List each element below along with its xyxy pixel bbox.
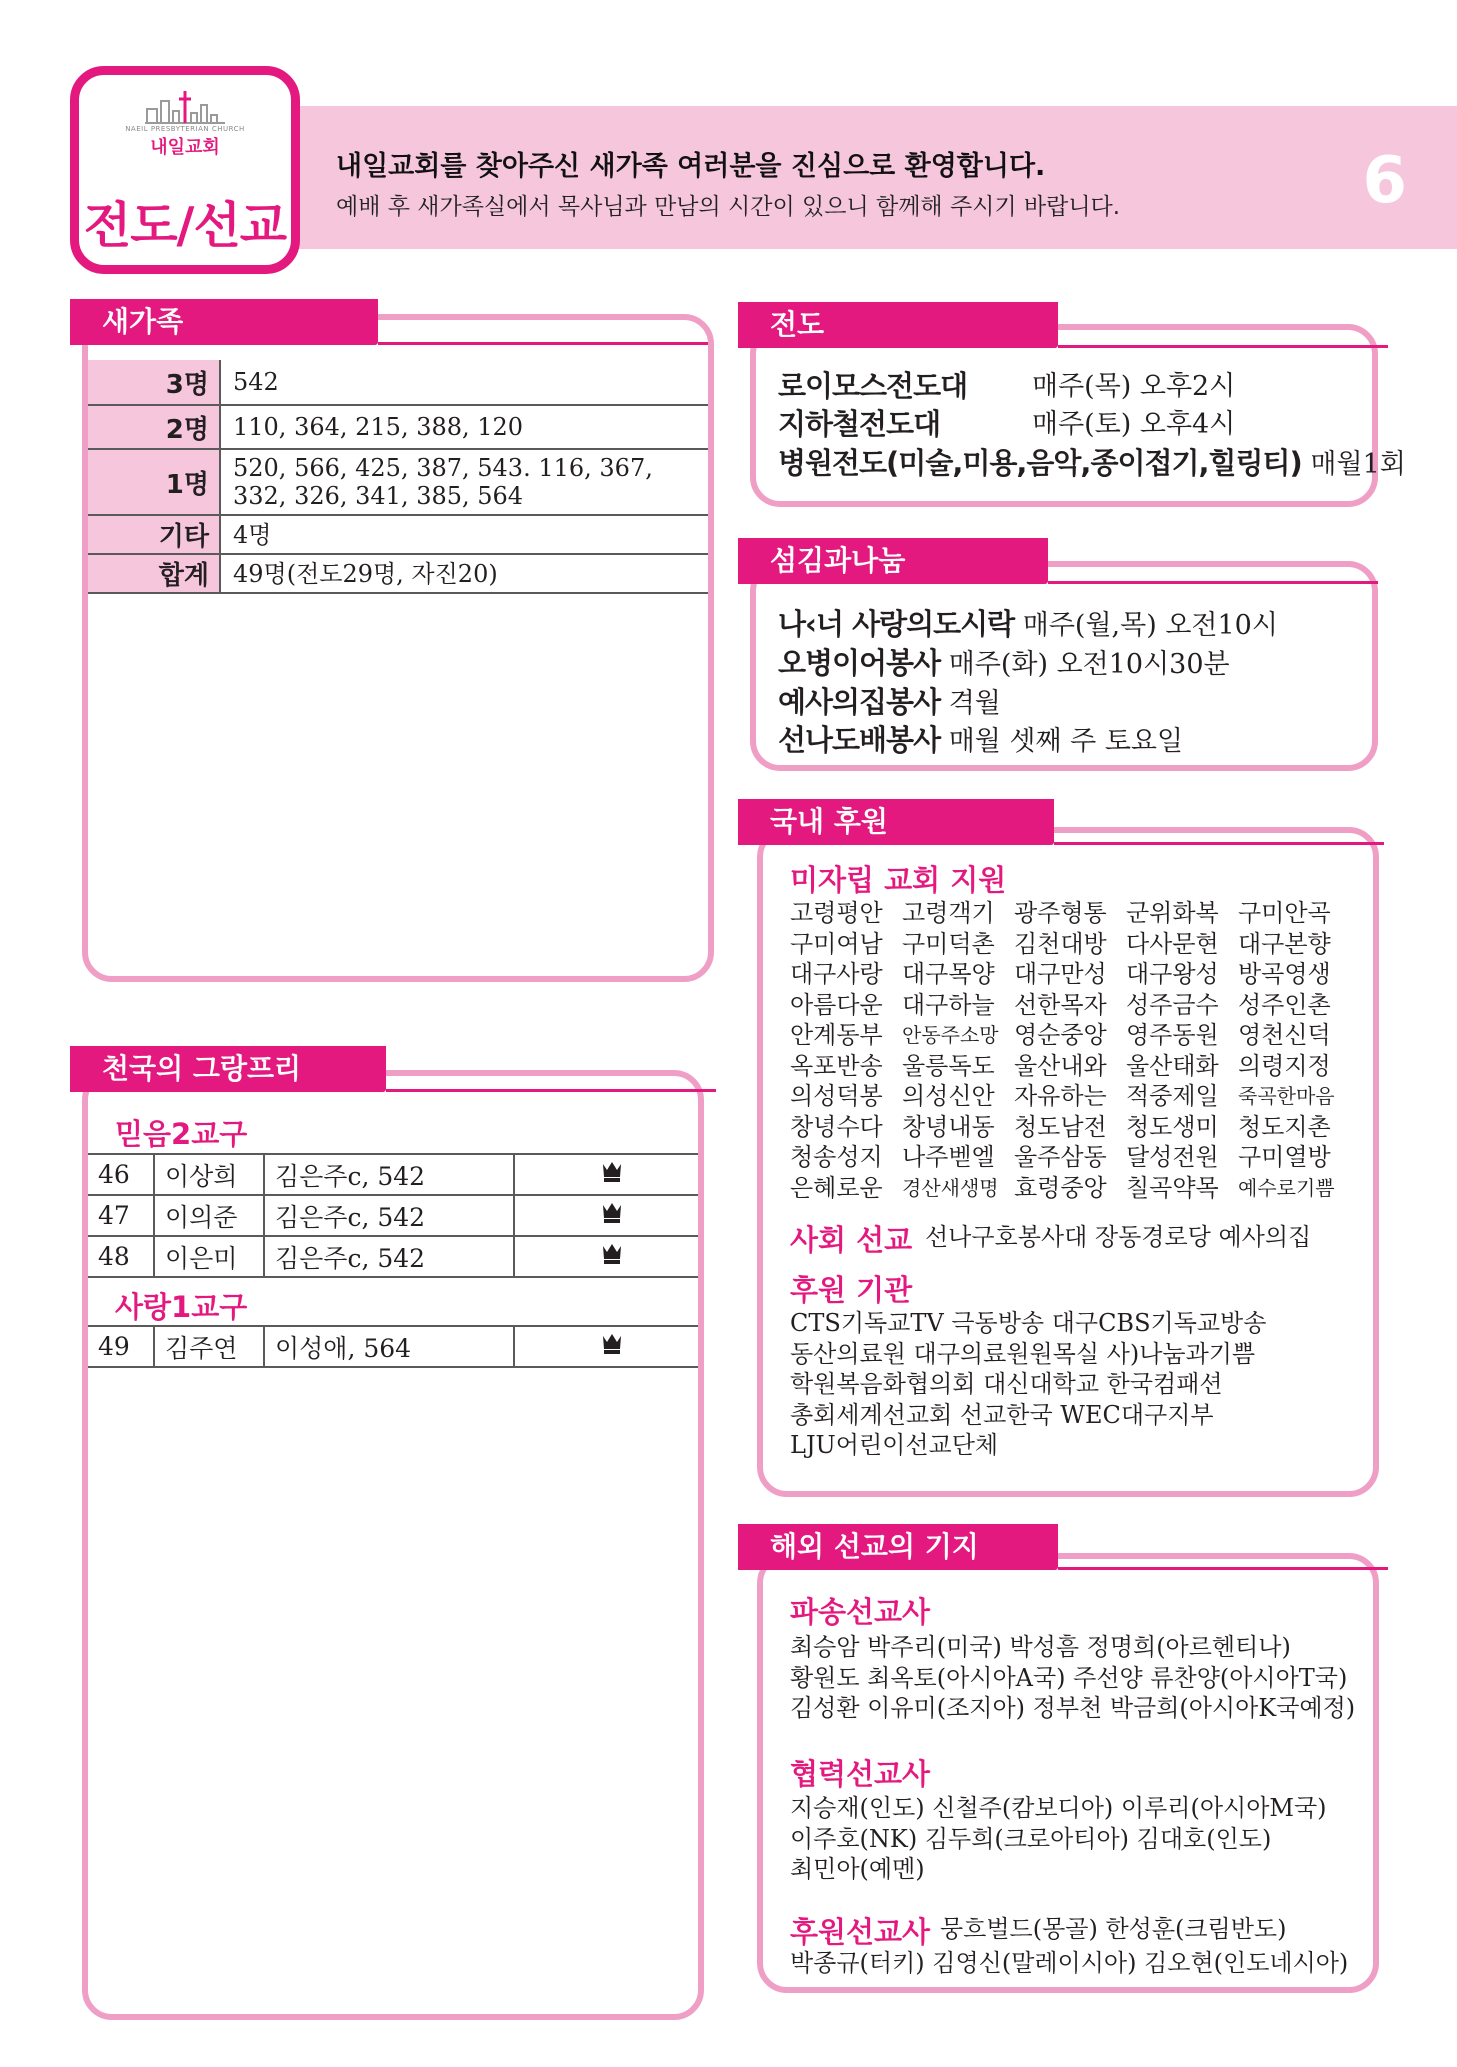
church-name: 구미안곡 [1238, 899, 1331, 927]
church-name: 선한목자 [1014, 990, 1107, 1019]
evangelism-item [778, 402, 940, 443]
table-row [88, 1195, 698, 1236]
item-time: 격월 [948, 688, 1001, 719]
crown-cell [514, 1326, 698, 1367]
row-label: 합계 [88, 554, 220, 593]
church-name: 고령평안 [790, 899, 883, 927]
church-name: 의성덕봉 [790, 1082, 883, 1110]
crown-icon [601, 1332, 623, 1356]
church-name: 대구본향 [1238, 929, 1331, 958]
church-name: 고령객기 [902, 899, 995, 927]
church-name: 안동주소망 [902, 1023, 999, 1047]
church-name: 다사문현 [1126, 929, 1219, 958]
church-support-title: 미자립 교회 지원 [790, 863, 1007, 897]
church-name: 의성신안 [902, 1082, 995, 1110]
church-name: 성주금수 [1126, 990, 1219, 1019]
crown-icon [601, 1242, 623, 1266]
row-value: 110, 364, 215, 388, 120 [220, 405, 708, 449]
church-name: 청송성지 [790, 1143, 883, 1171]
support-line: 뭉흐벌드(몽골) 한성훈(크림반도) [940, 1915, 1287, 1943]
overseas-tab: 해외 선교의 기지 [738, 1524, 1058, 1570]
grand-prix-tab: 천국의 그랑프리 [70, 1046, 386, 1092]
church-name: 구미여남 [790, 929, 883, 958]
entry-name: 이의준 [154, 1195, 264, 1236]
entry-name: 이은미 [154, 1236, 264, 1277]
church-name: 대구만성 [1014, 960, 1107, 988]
church-name: 방곡영생 [1238, 960, 1331, 988]
table-row [88, 449, 708, 515]
item-time: 매주(월,목) 오전10시 [1022, 610, 1278, 641]
church-name: 영주동원 [1126, 1021, 1219, 1049]
new-family-table [88, 360, 708, 594]
logo-box [70, 66, 300, 274]
church-skyline-icon [145, 89, 225, 125]
service-item [778, 680, 1001, 721]
row-label: 1명 [88, 449, 220, 515]
church-name: 울릉독도 [902, 1051, 995, 1080]
entry-name: 김주연 [154, 1326, 264, 1367]
church-name: 칠곡약목 [1126, 1173, 1219, 1202]
row-value: 542 [220, 360, 708, 405]
row-value: 4명 [220, 515, 708, 554]
service-item [778, 602, 1278, 643]
social-title: 사회 선교 [790, 1223, 913, 1257]
welcome-text: 내일교회를 찾아주신 새가족 여러분을 진심으로 환영합니다. [336, 151, 1046, 182]
item-name: 선나도배봉사 [778, 723, 941, 757]
org-line: 학원복음화협의회 대신대학교 한국컴패션 [790, 1370, 1223, 1398]
missionary-line: 이주호(NK) 김두희(크로아티아) 김대호(인도) [790, 1824, 1272, 1853]
entry-number: 49 [88, 1326, 154, 1367]
grand-prix-table-1 [88, 1153, 698, 1278]
church-name: 울산내와 [1014, 1051, 1107, 1080]
crown-cell [514, 1236, 698, 1277]
church-name: 구미덕촌 [902, 929, 995, 958]
table-row [88, 554, 708, 593]
evangelism-time: 매주(토) 오후4시 [1032, 409, 1236, 440]
new-family-tab: 새가족 [70, 299, 378, 345]
group-title: 믿음2교구 [115, 1117, 248, 1151]
church-name: 구미열방 [1238, 1143, 1331, 1171]
support-line: 박종규(터키) 김영신(말레이시아) 김오현(인도네시아) [790, 1949, 1349, 1977]
row-label: 기타 [88, 515, 220, 554]
evangelism-item [778, 364, 967, 405]
evangelism-tab: 전도 [738, 302, 1058, 348]
church-name: 은혜로운 [790, 1173, 883, 1202]
church-name: 죽곡한마음 [1238, 1084, 1335, 1108]
missionary-line: 최민아(예멘) [790, 1855, 925, 1883]
church-name: 대구목양 [902, 960, 995, 988]
sent-title: 파송선교사 [790, 1595, 931, 1629]
crown-cell [514, 1195, 698, 1236]
welcome-subtext: 예배 후 새가족실에서 목사님과 만남의 시간이 있으니 함께해 주시기 바랍니다. [336, 194, 1121, 220]
service-item [778, 641, 1230, 682]
org-title: 후원 기관 [790, 1273, 913, 1307]
church-name: 옥포반송 [790, 1051, 883, 1080]
entry-name: 이상희 [154, 1154, 264, 1195]
missionary-line: 김성환 이유미(조지아) 정부천 박금희(아시아K국예정) [790, 1694, 1356, 1722]
church-name: 청도남전 [1014, 1112, 1107, 1141]
entry-ref: 김은주c, 542 [264, 1154, 514, 1195]
row-value-cont: 332, 326, 341, 385, 564 [233, 482, 524, 510]
row-value: 520, 566, 425, 387, 543. 116, 367, [233, 454, 653, 482]
service-tab: 섬김과나눔 [738, 538, 1048, 584]
evangelism-item [778, 441, 1406, 482]
church-name: 성주인촌 [1238, 990, 1331, 1019]
grand-prix-table-2 [88, 1325, 698, 1368]
church-name: 군위화복 [1126, 899, 1219, 927]
org-line: 총회세계선교회 선교한국 WEC대구지부 [790, 1400, 1214, 1429]
church-name: 경산새생명 [902, 1175, 999, 1200]
logo-english: NAEIL PRESBYTERIAN CHURCH [125, 125, 245, 133]
table-row [88, 360, 708, 405]
table-row [88, 1154, 698, 1195]
missionary-line: 최승암 박주리(미국) 박성흠 정명희(아르헨티나) [790, 1633, 1291, 1661]
entry-ref: 김은주c, 542 [264, 1236, 514, 1277]
church-name: 울산태화 [1126, 1051, 1219, 1080]
entry-number: 46 [88, 1154, 154, 1195]
crown-icon [601, 1201, 623, 1225]
social-text: 선나구호봉사대 장동경로당 예사의집 [925, 1223, 1312, 1251]
church-name: 효령중앙 [1014, 1173, 1107, 1202]
table-row [88, 405, 708, 449]
section-title: 전도/선교 [83, 197, 287, 254]
table-row [88, 515, 708, 554]
evangelism-time: 매주(목) 오후2시 [1032, 371, 1236, 402]
entry-number: 48 [88, 1236, 154, 1277]
church-name: 예수로기쁨 [1238, 1175, 1335, 1200]
org-line: 동산의료원 대구의료원원목실 사)나눔과기쁨 [790, 1339, 1256, 1368]
item-name: 로이모스전도대 [778, 369, 968, 403]
item-time: 매월1회 [1310, 449, 1406, 480]
row-value: 49명(전도29명, 자진20) [220, 554, 708, 593]
church-name: 대구왕성 [1126, 960, 1219, 988]
church-name: 대구하늘 [902, 990, 995, 1019]
coop-list [790, 1793, 1327, 1885]
church-name: 적중제일 [1126, 1082, 1219, 1110]
support-title: 후원선교사 [790, 1915, 931, 1949]
church-name: 울주삼동 [1014, 1143, 1107, 1171]
church-grid [790, 898, 1350, 1203]
church-name: 자유하는 [1014, 1082, 1107, 1110]
logo-korean: 내일교회 [150, 137, 220, 158]
church-name: 청도지촌 [1238, 1112, 1331, 1141]
church-name: 영순중앙 [1014, 1021, 1107, 1049]
church-name: 달성전원 [1126, 1143, 1219, 1171]
table-row [88, 1326, 698, 1367]
org-line: CTS기독교TV 극동방송 대구CBS기독교방송 [790, 1309, 1267, 1337]
service-item [778, 718, 1183, 759]
crown-cell [514, 1154, 698, 1195]
item-name: 나‹너 사랑의도시락 [778, 607, 1015, 641]
entry-ref: 김은주c, 542 [264, 1195, 514, 1236]
church-name: 창녕수다 [790, 1112, 883, 1141]
sent-list [790, 1632, 1355, 1724]
missionary-line: 황원도 최옥토(아시아A국) 주선양 류찬양(아시아T국) [790, 1663, 1348, 1692]
item-name: 오병이어봉사 [778, 646, 941, 680]
table-row [88, 1236, 698, 1277]
church-name: 대구사랑 [790, 960, 883, 988]
crown-icon [601, 1160, 623, 1184]
entry-number: 47 [88, 1195, 154, 1236]
church-name: 광주형통 [1014, 899, 1107, 927]
item-time: 매주(화) 오전10시30분 [948, 649, 1230, 680]
church-name: 나주벧엘 [902, 1143, 995, 1171]
church-name: 의령지정 [1238, 1051, 1331, 1080]
church-name: 김천대방 [1014, 929, 1107, 958]
item-time: 매월 셋째 주 토요일 [948, 726, 1184, 757]
church-name: 아름다운 [790, 990, 883, 1019]
org-list [790, 1308, 1266, 1461]
church-name: 안계동부 [790, 1021, 883, 1049]
row-label: 3명 [88, 360, 220, 405]
missionary-line: 지승재(인도) 신철주(캄보디아) 이루리(아시아M국) [790, 1794, 1327, 1822]
item-name: 지하철전도대 [778, 407, 941, 441]
group-title: 사랑1교구 [115, 1290, 248, 1324]
entry-ref: 이성애, 564 [264, 1326, 514, 1367]
domestic-tab: 국내 후원 [738, 799, 1054, 845]
item-name: 예사의집봉사 [778, 685, 941, 719]
item-name: 병원전도(미술,미용,음악,종이접기,힐링티) [778, 446, 1302, 480]
church-name: 청도생미 [1126, 1112, 1219, 1141]
coop-title: 협력선교사 [790, 1757, 931, 1791]
header-banner [230, 106, 1457, 249]
row-label: 2명 [88, 405, 220, 449]
page-number: 6 [1362, 144, 1407, 218]
org-line: LJU어린이선교단체 [790, 1431, 999, 1459]
church-name: 창녕내동 [902, 1112, 995, 1141]
church-name: 영천신덕 [1238, 1021, 1331, 1049]
